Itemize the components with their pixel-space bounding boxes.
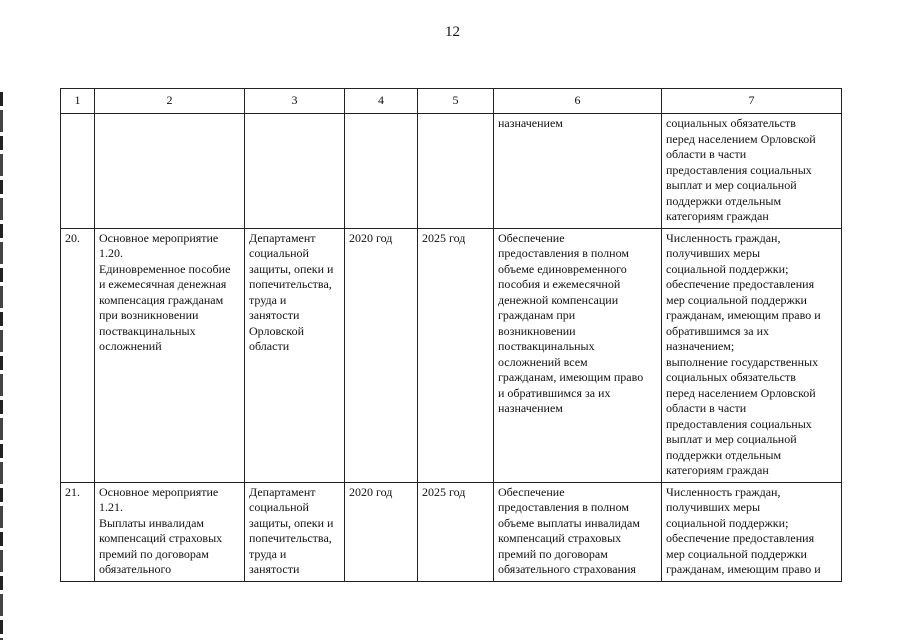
scan-edge-artifact <box>0 92 3 640</box>
end-year-cell: 2025 год <box>418 482 494 581</box>
program-measures-table <box>60 88 842 582</box>
column-header: 2 <box>95 89 245 114</box>
column-header: 5 <box>418 89 494 114</box>
expected-result-cell: назначением <box>494 114 662 229</box>
measure-cell <box>95 114 245 229</box>
indicator-cell: Численность граждан, получивших меры социальной поддержки; обеспечение предоставления мер социальной поддержки гражданам, имеющим право и обратившимся за их назначением; выполнение государственных социальных обязательств перед населением Орловской области в части предоставления социальных выплат и мер социальной поддержки отдельным категориям граждан <box>662 228 842 482</box>
measure-cell: Основное мероприятие 1.20. Единовременное пособие и ежемесячная денежная компенсация гражданам при возникновении поствакцинальных осложнений <box>95 228 245 482</box>
indicator-cell: Численность граждан, получивших меры социальной поддержки; обеспечение предоставления мер социальной поддержки гражданам, имеющим право и <box>662 482 842 581</box>
indicator-cell: социальных обязательств перед населением Орловской области в части предоставления социальных выплат и мер социальной поддержки отдельным категориям граждан <box>662 114 842 229</box>
end-year-cell: 2025 год <box>418 228 494 482</box>
end-year-cell <box>418 114 494 229</box>
start-year-cell: 2020 год <box>345 482 418 581</box>
table-header-row <box>61 89 842 114</box>
row-number-cell: 20. <box>61 228 95 482</box>
measure-cell: Основное мероприятие 1.21. Выплаты инвалидам компенсаций страховых премий по договорам обязательного <box>95 482 245 581</box>
row-number-cell <box>61 114 95 229</box>
column-header: 6 <box>494 89 662 114</box>
expected-result-cell: Обеспечение предоставления в полном объеме единовременного пособия и ежемесячной денежной компенсации гражданам при возникновении поствакцинальных осложнений всем гражданам, имеющим право и обратившимся за их назначением <box>494 228 662 482</box>
column-header: 3 <box>245 89 345 114</box>
column-header: 4 <box>345 89 418 114</box>
page-number: 12 <box>445 24 460 40</box>
table-row <box>61 482 842 581</box>
column-header: 1 <box>61 89 95 114</box>
executor-cell: Департамент социальной защиты, опеки и попечительства, труда и занятости <box>245 482 345 581</box>
start-year-cell: 2020 год <box>345 228 418 482</box>
table-row <box>61 228 842 482</box>
start-year-cell <box>345 114 418 229</box>
executor-cell: Департамент социальной защиты, опеки и попечительства, труда и занятости Орловской области <box>245 228 345 482</box>
column-header: 7 <box>662 89 842 114</box>
row-number-cell: 21. <box>61 482 95 581</box>
executor-cell <box>245 114 345 229</box>
expected-result-cell: Обеспечение предоставления в полном объеме выплаты инвалидам компенсаций страховых премий по договорам обязательного страхования <box>494 482 662 581</box>
table-row <box>61 114 842 229</box>
